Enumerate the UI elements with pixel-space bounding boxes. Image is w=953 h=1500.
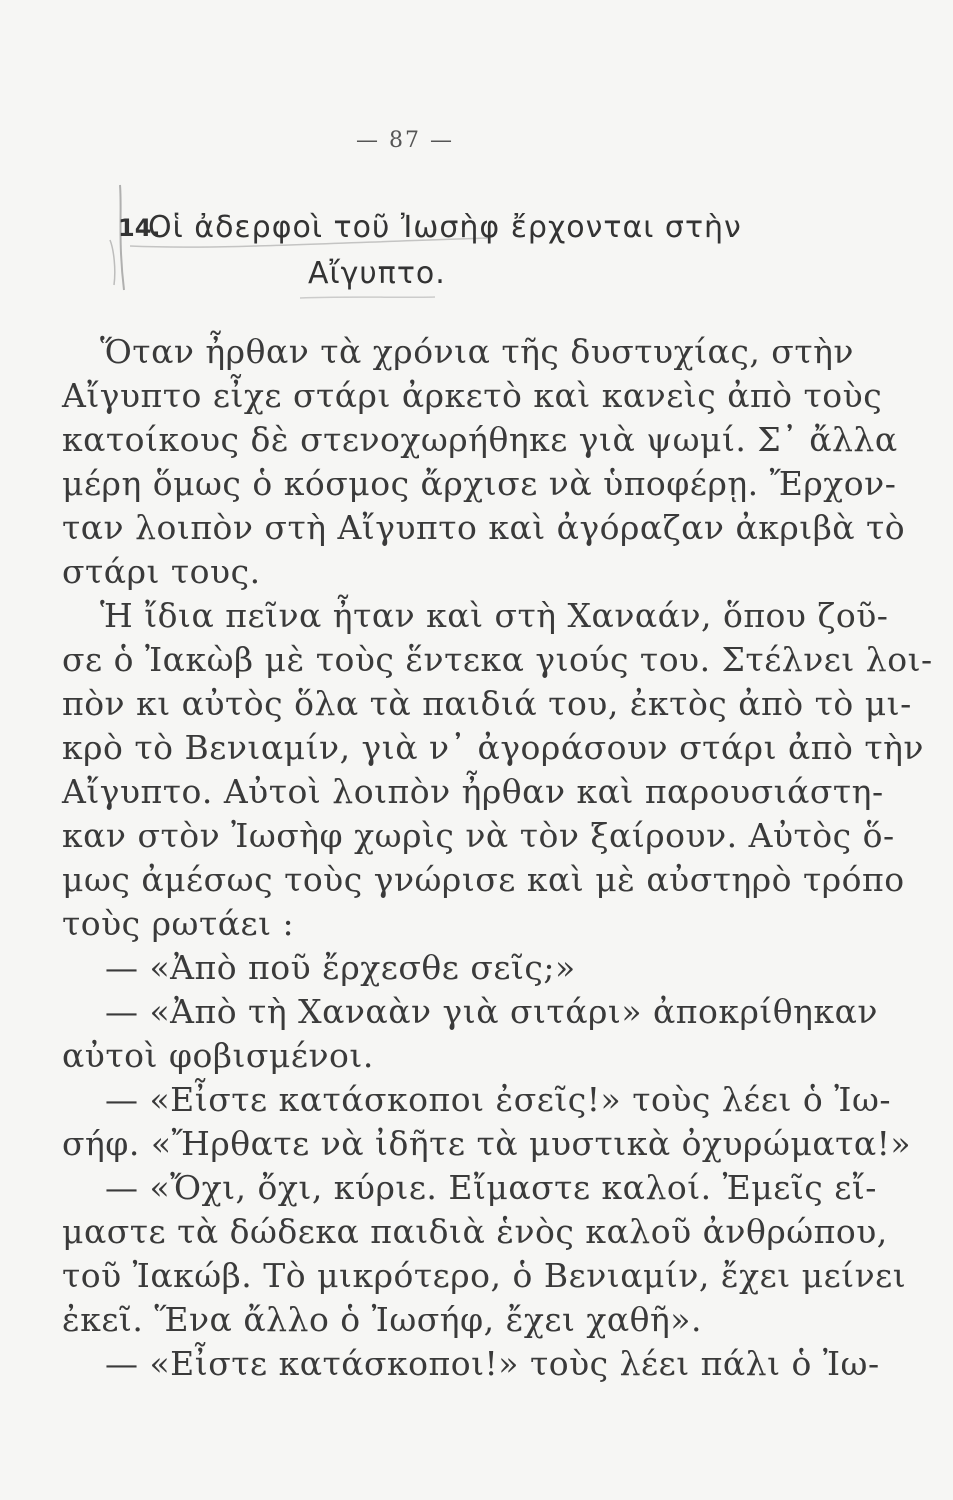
text-line: τοὺς ρωτάει : <box>62 904 295 943</box>
text-line: Αἴγυπτο εἶχε στάρι ἀρκετὸ καὶ κανεὶς ἀπὸ τοὺς <box>62 376 883 415</box>
text-line: στάρι τους. <box>62 552 261 591</box>
text-line: μέρη ὅμως ὁ κόσμος ἄρχισε νὰ ὑποφέρῃ. Ἔρχον- <box>62 464 897 503</box>
section-title-line-2: Αἴγυπτο. <box>308 256 446 291</box>
dialog-line: — «Ἀπὸ ποῦ ἔρχεσθε σεῖς;» <box>105 948 576 987</box>
text-line: Ἡ ἴδια πεῖνα ἦταν καὶ στὴ Χαναάν, ὅπου ζοῦ- <box>100 596 889 635</box>
text-line: κρὸ τὸ Βενιαμίν, γιὰ ν᾽ ἀγοράσουν στάρι ἀπὸ τὴν <box>62 728 924 767</box>
text-line: αὐτοὶ φοβισμένοι. <box>62 1036 374 1075</box>
dialog-line: — «Εἶστε κατάσκοποι ἐσεῖς!» τοὺς λέει ὁ Ἰω- <box>105 1080 892 1119</box>
text-line: κατοίκους δὲ στενοχωρήθηκε γιὰ ψωμί. Σ᾽ ἄλλα <box>62 420 898 459</box>
dialog-line: — «Ἀπὸ τὴ Χαναὰν γιὰ σιτάρι» ἀποκρίθηκαν <box>105 992 878 1031</box>
pencil-margin-mark <box>100 180 500 320</box>
text-line: πὸν κι αὐτὸς ὅλα τὰ παιδιά του, ἐκτὸς ἀπὸ τὸ μι- <box>62 684 912 723</box>
text-line: Ὅταν ἦρθαν τὰ χρόνια τῆς δυστυχίας, στὴν <box>100 332 854 371</box>
page-number: — 87 — <box>356 128 454 153</box>
text-line: μως ἀμέσως τοὺς γνώρισε καὶ μὲ αὐστηρὸ τρόπο <box>62 860 905 899</box>
dialog-line: — «Εἶστε κατάσκοποι!» τοὺς λέει πάλι ὁ Ἰω- <box>105 1344 880 1383</box>
section-number: 14. <box>118 214 161 242</box>
text-line: σήφ. «Ἤρθατε νὰ ἰδῆτε τὰ μυστικὰ ὀχυρώματα!» <box>62 1124 912 1163</box>
text-line: καν στὸν Ἰωσὴφ χωρὶς νὰ τὸν ξαίρουν. Αὐτὸς ὅ- <box>62 816 895 855</box>
section-title-line-1: Οἱ ἀδερφοὶ τοῦ Ἰωσὴφ ἔρχονται στὴν <box>148 210 742 245</box>
text-line: ταν λοιπὸν στὴ Αἴγυπτο καὶ ἀγόραζαν ἀκριβὰ τὸ <box>62 508 906 547</box>
dialog-line: — «Ὄχι, ὄχι, κύριε. Εἴμαστε καλοί. Ἐμεῖς εἴ- <box>105 1168 877 1207</box>
text-line: μαστε τὰ δώδεκα παιδιὰ ἑνὸς καλοῦ ἀνθρώπου, <box>62 1212 888 1251</box>
text-line: ἐκεῖ. Ἕνα ἄλλο ὁ Ἰωσήφ, ἔχει χαθῆ». <box>62 1300 702 1339</box>
text-line: σε ὁ Ἰακὼβ μὲ τοὺς ἕντεκα γιούς του. Στέλνει λοι- <box>62 640 933 679</box>
text-line: Αἴγυπτο. Αὐτοὶ λοιπὸν ἦρθαν καὶ παρουσιάστη- <box>62 772 884 811</box>
text-line: τοῦ Ἰακώβ. Τὸ μικρότερο, ὁ Βενιαμίν, ἔχει μείνει <box>62 1256 907 1295</box>
